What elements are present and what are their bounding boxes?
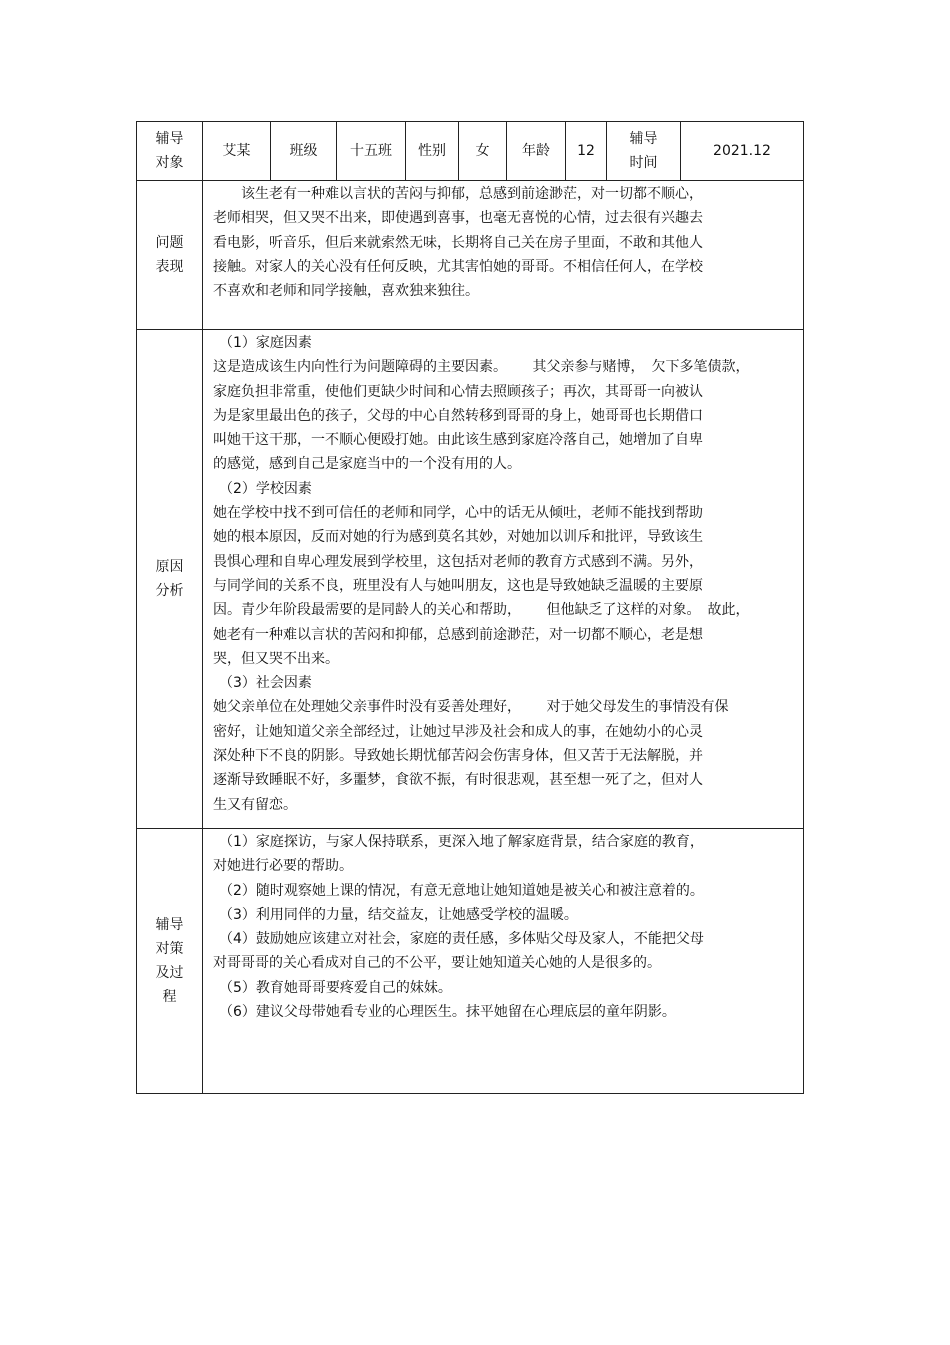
time-label-cell bbox=[607, 122, 681, 181]
cause-line: 家庭负担非常重，使他们更缺少时间和心情去照顾孩子；再次，其哥哥一向被认 bbox=[213, 383, 703, 400]
cause-label-line-1: 原因 bbox=[155, 559, 184, 575]
strategy-row bbox=[137, 829, 804, 1094]
header-row bbox=[137, 122, 804, 181]
time-label-line-2: 时间 bbox=[629, 155, 658, 171]
cause-line: 她在学校中找不到可信任的老师和同学，心中的话无从倾吐，老师不能找到帮助 bbox=[213, 505, 703, 522]
problem-row bbox=[137, 181, 804, 330]
strategy-line: 对哥哥哥的关心看成对自己的不公平，要让她知道关心她的人是很多的。 bbox=[213, 955, 661, 972]
cause-line: 为是家里最出色的孩子，父母的中心自然转移到哥哥的身上，她哥哥也长期借口 bbox=[213, 407, 703, 424]
counseling-record-table bbox=[136, 121, 804, 1094]
time-value: 2021.12 bbox=[681, 122, 804, 181]
cause-line: 哭，但又哭不出来。 bbox=[213, 650, 339, 667]
cause-line: 生又有留恋。 bbox=[213, 796, 297, 813]
strategy-label-line-2: 对策 bbox=[155, 941, 184, 957]
problem-line: 看电影，听音乐，但后来就索然无味，长期将自己关在房子里面，不敢和其他人 bbox=[213, 234, 703, 251]
problem-line: 接触。对家人的关心没有任何反映，尤其害怕她的哥哥。不相信任何人，在学校 bbox=[213, 258, 703, 275]
cause-line: 因。青少年阶段最需要的是同龄人的关心和帮助， 但他缺乏了这样的对象。 故此， bbox=[213, 602, 750, 619]
time-label-line-1: 辅导 bbox=[629, 131, 658, 147]
cause-label-cell bbox=[137, 330, 203, 829]
cause-line: 她老有一种难以言状的苦闷和抑郁，总感到前途渺茫，对一切都不顺心，老是想 bbox=[213, 626, 703, 643]
cause-line: 这是造成该生内向性行为问题障碍的主要因素。 其父亲参与赌博， 欠下多笔债款， bbox=[213, 359, 750, 376]
student-name: 艾某 bbox=[203, 122, 271, 181]
cause-heading-society: （3）社会因素 bbox=[219, 675, 312, 692]
gender-label: 性别 bbox=[406, 122, 459, 181]
problem-line: 不喜欢和老师和同学接触，喜欢独来独往。 bbox=[213, 283, 479, 300]
target-label-cell bbox=[137, 122, 203, 181]
cause-line: 的感觉，感到自己是家庭当中的一个没有用的人。 bbox=[213, 456, 521, 473]
problem-line: 老师相哭，但又哭不出来，即使遇到喜事，也毫无喜悦的心情，过去很有兴趣去 bbox=[213, 210, 703, 227]
target-label-line-2: 对象 bbox=[155, 155, 184, 171]
problem-content bbox=[203, 181, 804, 330]
strategy-line: （5）教育她哥哥要疼爱自己的妹妹。 bbox=[219, 979, 452, 996]
age-value: 12 bbox=[566, 122, 607, 181]
strategy-content bbox=[203, 829, 804, 1094]
strategy-line: （2）随时观察她上课的情况，有意无意地让她知道她是被关心和被注意着的。 bbox=[219, 882, 704, 899]
cause-content bbox=[203, 330, 804, 829]
cause-line: 畏惧心理和自卑心理发展到学校里，这包括对老师的教育方式感到不满。另外， bbox=[213, 553, 703, 570]
cause-row bbox=[137, 330, 804, 829]
cause-label-line-2: 分析 bbox=[155, 583, 184, 599]
cause-line: 密好，让她知道父亲全部经过，让她过早涉及社会和成人的事，在她幼小的心灵 bbox=[213, 723, 703, 740]
problem-label-cell bbox=[137, 181, 203, 330]
problem-label-line-1: 问题 bbox=[155, 235, 184, 251]
cause-line: 她父亲单位在处理她父亲事件时没有妥善处理好， 对于她父母发生的事情没有保 bbox=[213, 699, 729, 716]
strategy-line: （4）鼓励她应该建立对社会，家庭的责任感，多体贴父母及家人，不能把父母 bbox=[219, 931, 704, 948]
class-label: 班级 bbox=[271, 122, 337, 181]
cause-line: 叫她干这干那，一不顺心便殴打她。由此该生感到家庭冷落自己，她增加了自卑 bbox=[213, 432, 703, 449]
strategy-label-line-1: 辅导 bbox=[155, 917, 184, 933]
strategy-label-cell bbox=[137, 829, 203, 1094]
cause-heading-family: （1）家庭因素 bbox=[219, 335, 312, 351]
gender-value: 女 bbox=[459, 122, 507, 181]
problem-line: 该生老有一种难以言状的苦闷与抑郁，总感到前途渺茫，对一切都不顺心， bbox=[241, 186, 703, 202]
cause-line: 她的根本原因，反而对她的行为感到莫名其妙，对她加以训斥和批评，导致该生 bbox=[213, 529, 703, 546]
strategy-line: （1）家庭探访，与家人保持联系，更深入地了解家庭背景，结合家庭的教育， bbox=[219, 834, 704, 850]
cause-line: 深处种下不良的阴影。导致她长期忧郁苦闷会伤害身体，但又苦于无法解脱，并 bbox=[213, 748, 703, 765]
cause-line: 逐渐导致睡眠不好，多噩梦，食欲不振，有时很悲观，甚至想一死了之，但对人 bbox=[213, 772, 703, 789]
class-value: 十五班 bbox=[337, 122, 406, 181]
age-label: 年龄 bbox=[507, 122, 566, 181]
cause-line: 与同学间的关系不良，班里没有人与她叫朋友，这也是导致她缺乏温暖的主要原 bbox=[213, 577, 703, 594]
cause-heading-school: （2）学校因素 bbox=[219, 480, 312, 497]
problem-label-line-2: 表现 bbox=[155, 259, 184, 275]
target-label-line-1: 辅导 bbox=[155, 131, 184, 147]
strategy-line: 对她进行必要的帮助。 bbox=[213, 858, 353, 875]
strategy-label-line-3: 及过 bbox=[155, 965, 184, 981]
strategy-line: （3）利用同伴的力量，结交益友，让她感受学校的温暖。 bbox=[219, 906, 578, 923]
strategy-label-line-4: 程 bbox=[162, 989, 177, 1005]
strategy-line: （6）建议父母带她看专业的心理医生。抹平她留在心理底层的童年阴影。 bbox=[219, 1004, 676, 1021]
